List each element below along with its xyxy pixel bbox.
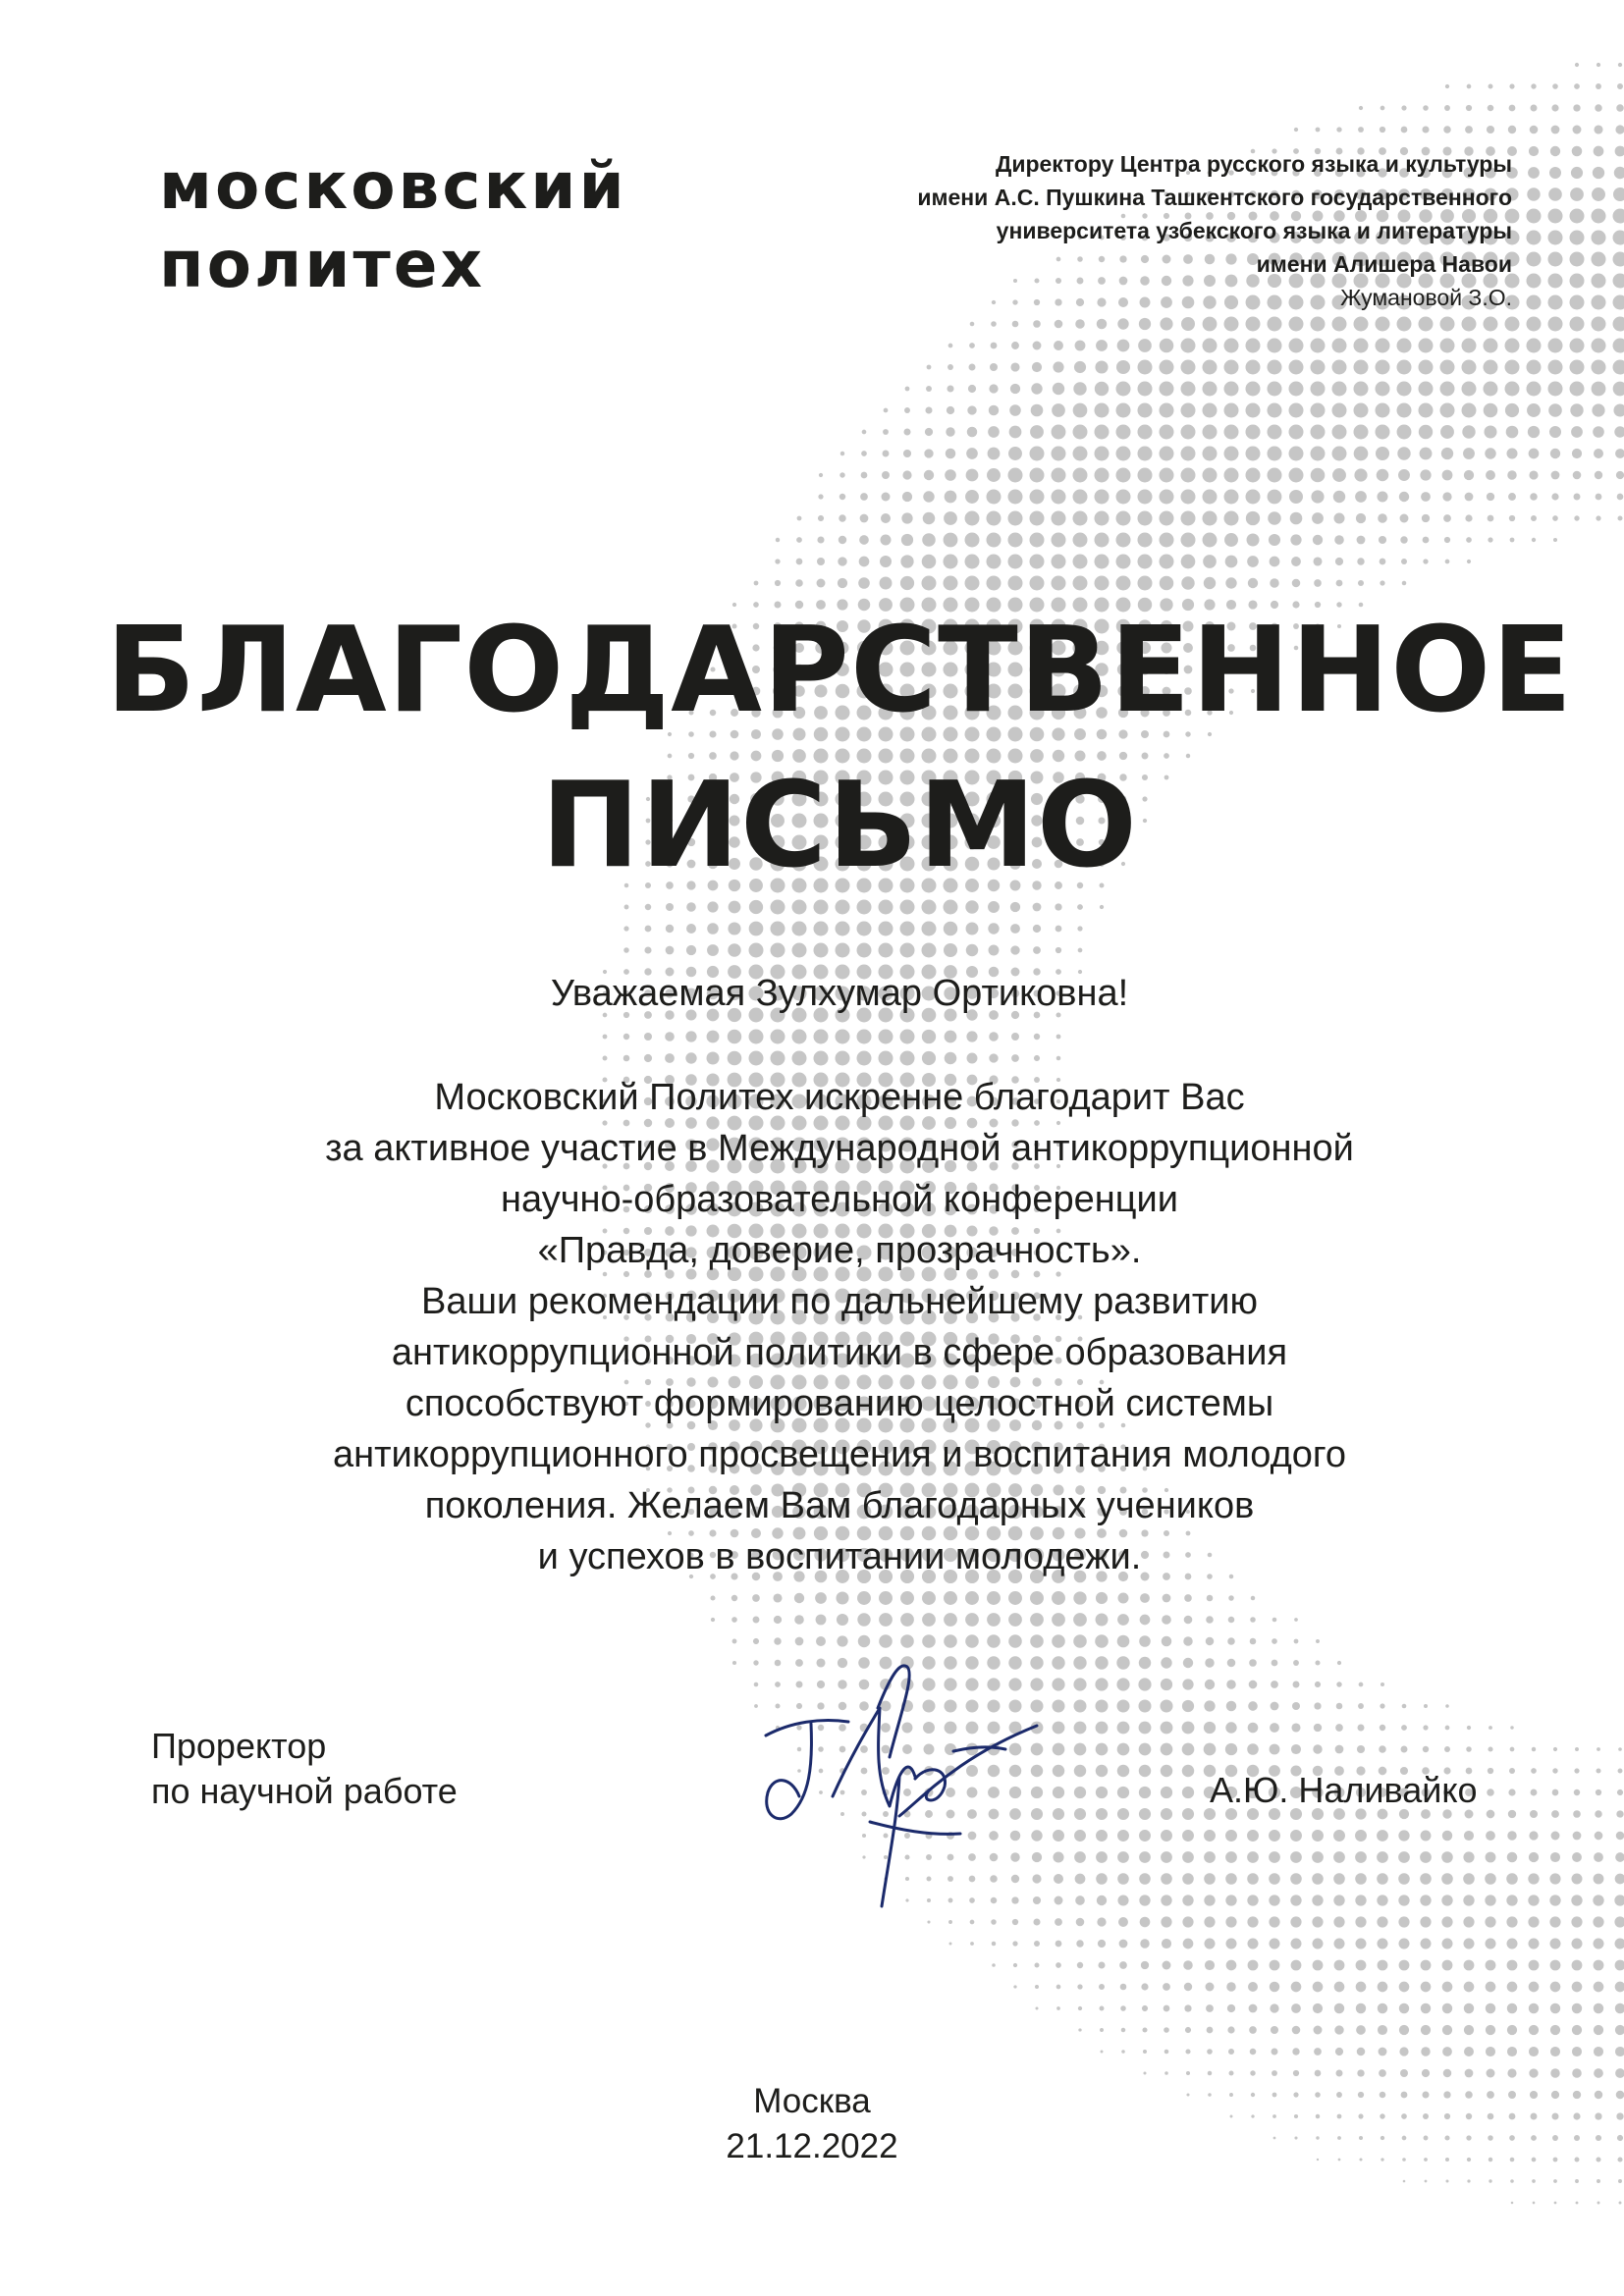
body-line: Ваши рекомендации по дальнейшему развитию — [421, 1281, 1258, 1322]
date: 21.12.2022 — [726, 2127, 898, 2165]
addressee-name: Жумановой З.О. — [1340, 285, 1512, 310]
title-line-1: БЛАГОДАРСТВЕННОЕ — [105, 603, 1574, 739]
body-line: научно-образовательной конференции — [501, 1179, 1178, 1220]
addressee-line: Директору Центра русского языка и культуры — [995, 151, 1512, 177]
signer-position-line-1: Проректор — [151, 1726, 327, 1766]
greeting: Уважаемая Зулхумар Ортиковна! — [550, 973, 1129, 1014]
body-line: антикоррупционной политики в сфере образования — [391, 1332, 1288, 1373]
body-line: способствуют формированию целостной системы — [405, 1383, 1274, 1424]
body-line: антикоррупционного просвещения и воспитания молодого — [332, 1434, 1347, 1475]
logo-line-2: политех — [159, 227, 486, 302]
body-line: и успехов в воспитании молодежи. — [537, 1536, 1142, 1577]
body-line: Московский Политех искренне благодарит Вас — [434, 1077, 1245, 1118]
logo — [159, 147, 627, 304]
handwritten-signature — [752, 1649, 1047, 1914]
addressee-line: имени Алишера Навои — [1256, 251, 1512, 277]
document-title — [0, 594, 1624, 904]
addressee-block — [727, 147, 1512, 314]
signer-position-line-2: по научной работе — [151, 1771, 458, 1811]
body-line: «Правда, доверие, прозрачность». — [537, 1230, 1142, 1271]
title-line-2: ПИСЬМО — [541, 758, 1138, 894]
signer-position — [151, 1724, 458, 1814]
signer-name: А.Ю. Наливайко — [1210, 1770, 1478, 1810]
addressee-line: имени А.С. Пушкина Ташкентского государственного — [917, 185, 1512, 210]
addressee-line: университета узбекского языка и литературы — [996, 218, 1512, 243]
place-and-date — [0, 2079, 1624, 2169]
body-line: поколения. Желаем Вам благодарных учеников — [424, 1485, 1255, 1526]
body-line: за активное участие в Международной антикоррупционной — [325, 1128, 1354, 1169]
city: Москва — [753, 2082, 871, 2120]
logo-line-1: московский — [159, 148, 627, 224]
letter-body — [0, 1072, 1624, 1582]
